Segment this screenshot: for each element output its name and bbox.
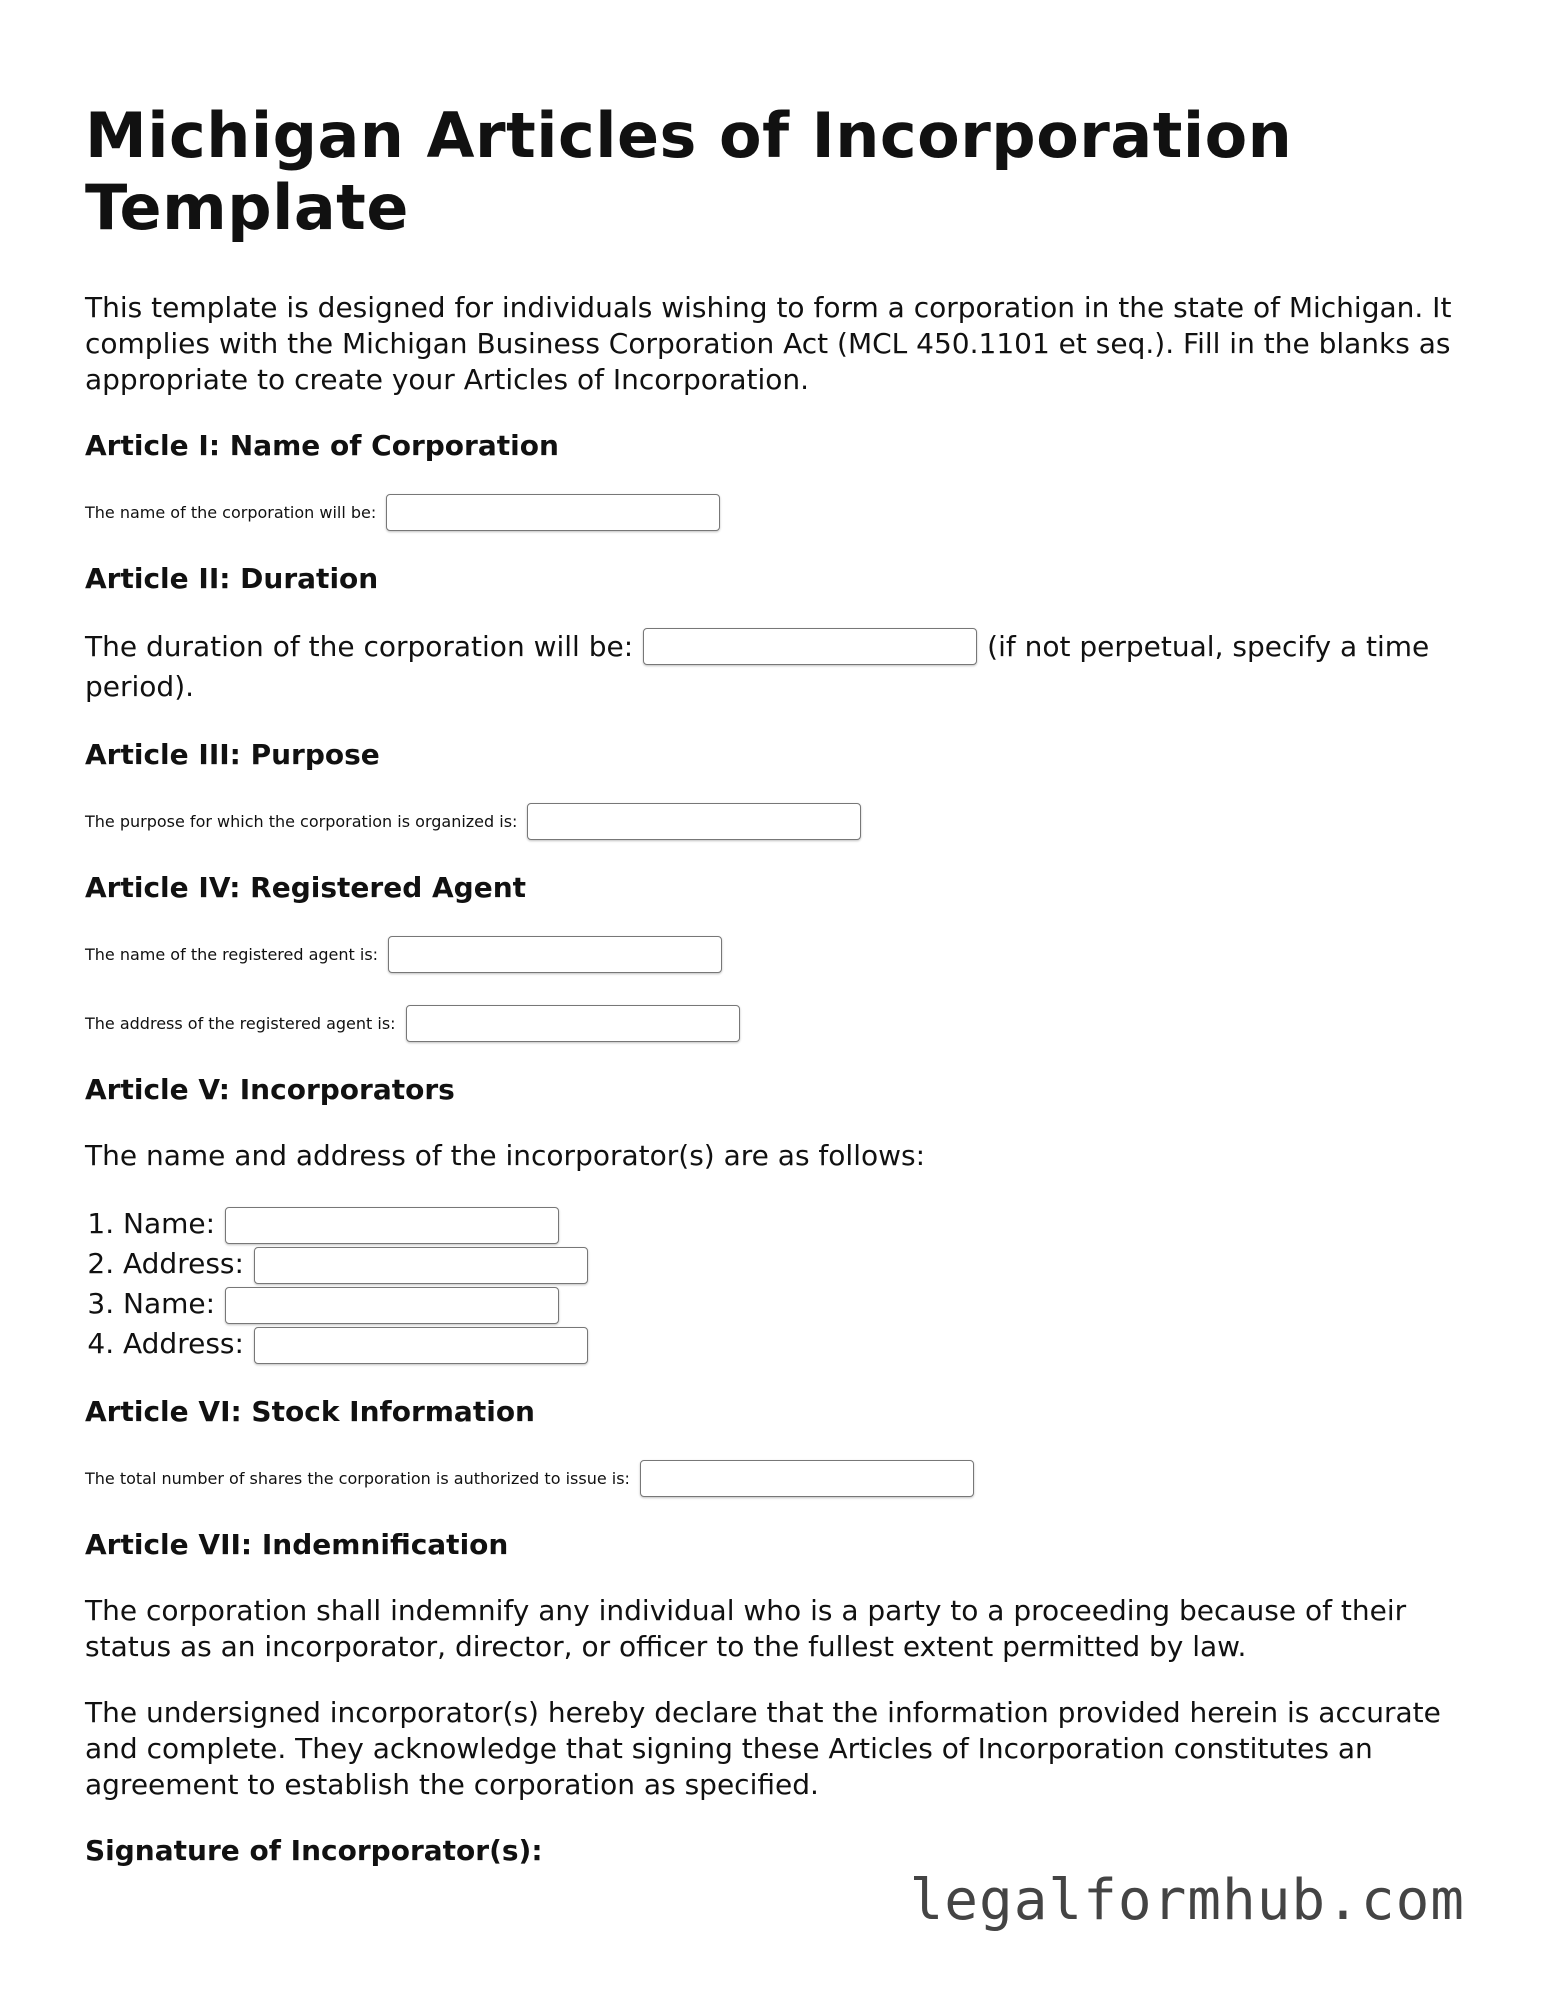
page-title: Michigan Articles of Incorporation Template <box>85 99 1293 244</box>
agent-name-line <box>85 936 1465 973</box>
article-6-heading: Article VI: Stock Information <box>85 1395 535 1428</box>
purpose-label: The purpose for which the corporation is organized is: <box>85 812 518 831</box>
intro-paragraph: This template is designed for individuals wishing to form a corporation in the state of Michigan. It complies with the Michigan Business Corporation Act (MCL 450.1101 et seq.). Fill in the blanks as appropriate to create your Articles of Incorporation. <box>85 291 1452 396</box>
article-4-heading: Article IV: Registered Agent <box>85 871 527 904</box>
duration-suffix: (if not perpetual, specify a time period). <box>85 630 1430 703</box>
document-page <box>85 100 1465 1869</box>
incorporator-1-address-field[interactable] <box>254 1247 588 1284</box>
article-5-heading: Article V: Incorporators <box>85 1073 455 1106</box>
article-3-line <box>85 803 1465 840</box>
declaration-text: The undersigned incorporator(s) hereby declare that the information provided herein is accurate and complete. They acknowledge that signing these Articles of Incorporation constitutes an agreement to establish the corporation as specified. <box>85 1696 1441 1801</box>
watermark: legalformhub.com <box>909 1868 1465 1933</box>
article-2-heading: Article II: Duration <box>85 562 379 595</box>
incorporator-1-address-label: Address: <box>123 1247 244 1280</box>
incorporators-intro: The name and address of the incorporator(s) are as follows: <box>85 1139 926 1172</box>
article-1-heading: Article I: Name of Corporation <box>85 429 559 462</box>
agent-address-field[interactable] <box>406 1005 740 1042</box>
article-6-line <box>85 1460 1465 1497</box>
article-1-line <box>85 494 1465 531</box>
corporation-name-field[interactable] <box>386 494 720 531</box>
incorporator-list <box>85 1204 1465 1364</box>
agent-address-label: The address of the registered agent is: <box>85 1014 396 1033</box>
signature-heading: Signature of Incorporator(s): <box>85 1834 543 1867</box>
incorporator-2-address-label: Address: <box>123 1327 244 1360</box>
article-7-heading: Article VII: Indemnification <box>85 1528 509 1561</box>
agent-name-label: The name of the registered agent is: <box>85 945 379 964</box>
incorporator-1-name-label: Name: <box>123 1207 216 1240</box>
incorporator-2-address-field[interactable] <box>254 1327 588 1364</box>
indemnification-text: The corporation shall indemnify any individual who is a party to a proceeding because of their status as an incorporator, director, or officer to the fullest extent permitted by law. <box>85 1594 1407 1663</box>
duration-field[interactable] <box>643 628 977 665</box>
shares-label: The total number of shares the corporation is authorized to issue is: <box>85 1469 630 1488</box>
agent-name-field[interactable] <box>388 936 722 973</box>
article-2-line <box>85 627 1465 707</box>
incorporator-2-name-field[interactable] <box>225 1287 559 1324</box>
article-3-heading: Article III: Purpose <box>85 738 380 771</box>
shares-field[interactable] <box>640 1460 974 1497</box>
duration-label: The duration of the corporation will be: <box>85 630 634 663</box>
list-item <box>123 1204 1465 1244</box>
corporation-name-label: The name of the corporation will be: <box>85 503 377 522</box>
purpose-field[interactable] <box>527 803 861 840</box>
agent-address-line <box>85 1005 1465 1042</box>
incorporator-2-name-label: Name: <box>123 1287 216 1320</box>
incorporator-1-name-field[interactable] <box>225 1207 559 1244</box>
list-item <box>123 1324 1465 1364</box>
list-item <box>123 1284 1465 1324</box>
list-item <box>123 1244 1465 1284</box>
